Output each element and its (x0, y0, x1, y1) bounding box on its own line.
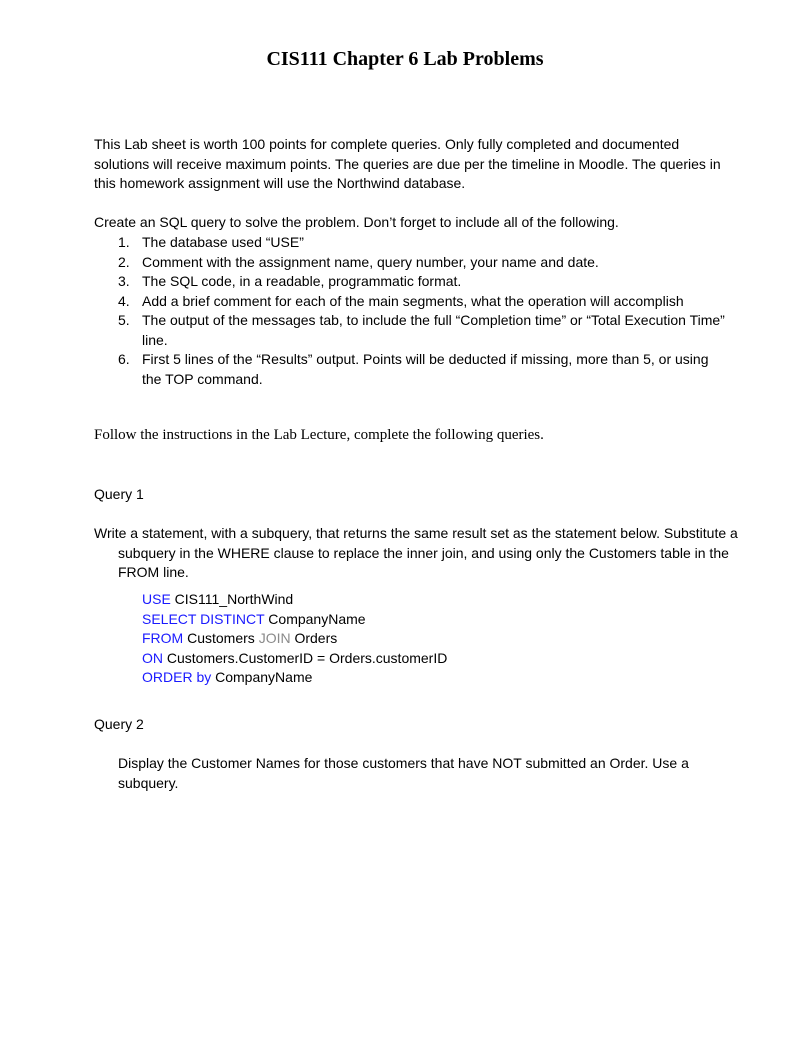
query2-text: Display the Customer Names for those customers that have NOT submitted an Order. Use a subquery. (118, 755, 689, 791)
list-item-number: 1. (118, 234, 130, 250)
code-text: Orders (290, 630, 338, 646)
list-item-number: 3. (118, 273, 130, 289)
code-text: CompanyName (211, 669, 313, 685)
sql-keyword: SELECT DISTINCT (142, 610, 265, 627)
instructions-lead: Create an SQL query to solve the problem. Don’t forget to include all of the following. (94, 214, 619, 230)
sql-keyword: FROM (142, 630, 184, 646)
sql-join-keyword: JOIN (258, 630, 291, 646)
list-item-number: 2. (118, 253, 130, 270)
code-line (142, 590, 642, 610)
list-item-text: Comment with the assignment name, query number, your name and date. (142, 253, 599, 270)
query1-text: Write a statement, with a subquery, that returns the same result set as the statement below. Substitute a subquery in the WHERE clause to replace the inner join, and using only the Customers table in the FROM line. (94, 525, 738, 580)
sql-keyword: ON (142, 649, 163, 666)
code-line (142, 610, 642, 630)
list-item-text: The output of the messages tab, to include the full “Completion time” or “Total Execution Time” line. (142, 312, 725, 348)
list-item (118, 272, 728, 292)
sql-keyword: ORDER by (142, 669, 212, 685)
list-item-text: Add a brief comment for each of the main segments, what the operation will accomplish (142, 292, 684, 309)
list-item-number: 6. (118, 351, 130, 367)
code-line (142, 629, 642, 649)
page-title: CIS111 Chapter 6 Lab Problems (266, 48, 544, 70)
sql-code-block (142, 590, 642, 688)
list-item-text: First 5 lines of the “Results” output. Points will be deducted if missing, more than 5, or using the TOP command. (142, 351, 709, 387)
code-text: CIS111_NorthWind (170, 591, 294, 607)
list-item (118, 350, 728, 389)
list-item (118, 233, 728, 253)
list-item-number: 5. (118, 312, 130, 328)
list-item (118, 311, 728, 350)
query2-heading: Query 2 (94, 716, 144, 732)
code-line (142, 649, 642, 669)
list-item-text: The database used “USE” (142, 234, 304, 250)
query1-heading: Query 1 (94, 486, 144, 502)
code-line (142, 668, 642, 688)
follow-instructions: Follow the instructions in the Lab Lecture, complete the following queries. (94, 427, 544, 443)
list-item-number: 4. (118, 292, 130, 309)
list-item (118, 292, 728, 312)
code-text: CompanyName (264, 610, 366, 627)
intro-paragraph: This Lab sheet is worth 100 points for complete queries. Only fully completed and documented solutions will receive maximum points. The queries are due per the timeline in Moodle. The queries in this homework assignment will use the Northwind database. (94, 136, 721, 191)
list-item (118, 253, 728, 273)
code-text: Customers.CustomerID = Orders.customerID (163, 649, 448, 666)
code-text: Customers (183, 630, 259, 646)
sql-keyword: USE (142, 591, 171, 607)
requirements-list (118, 233, 728, 389)
list-item-text: The SQL code, in a readable, programmatic format. (142, 273, 462, 289)
